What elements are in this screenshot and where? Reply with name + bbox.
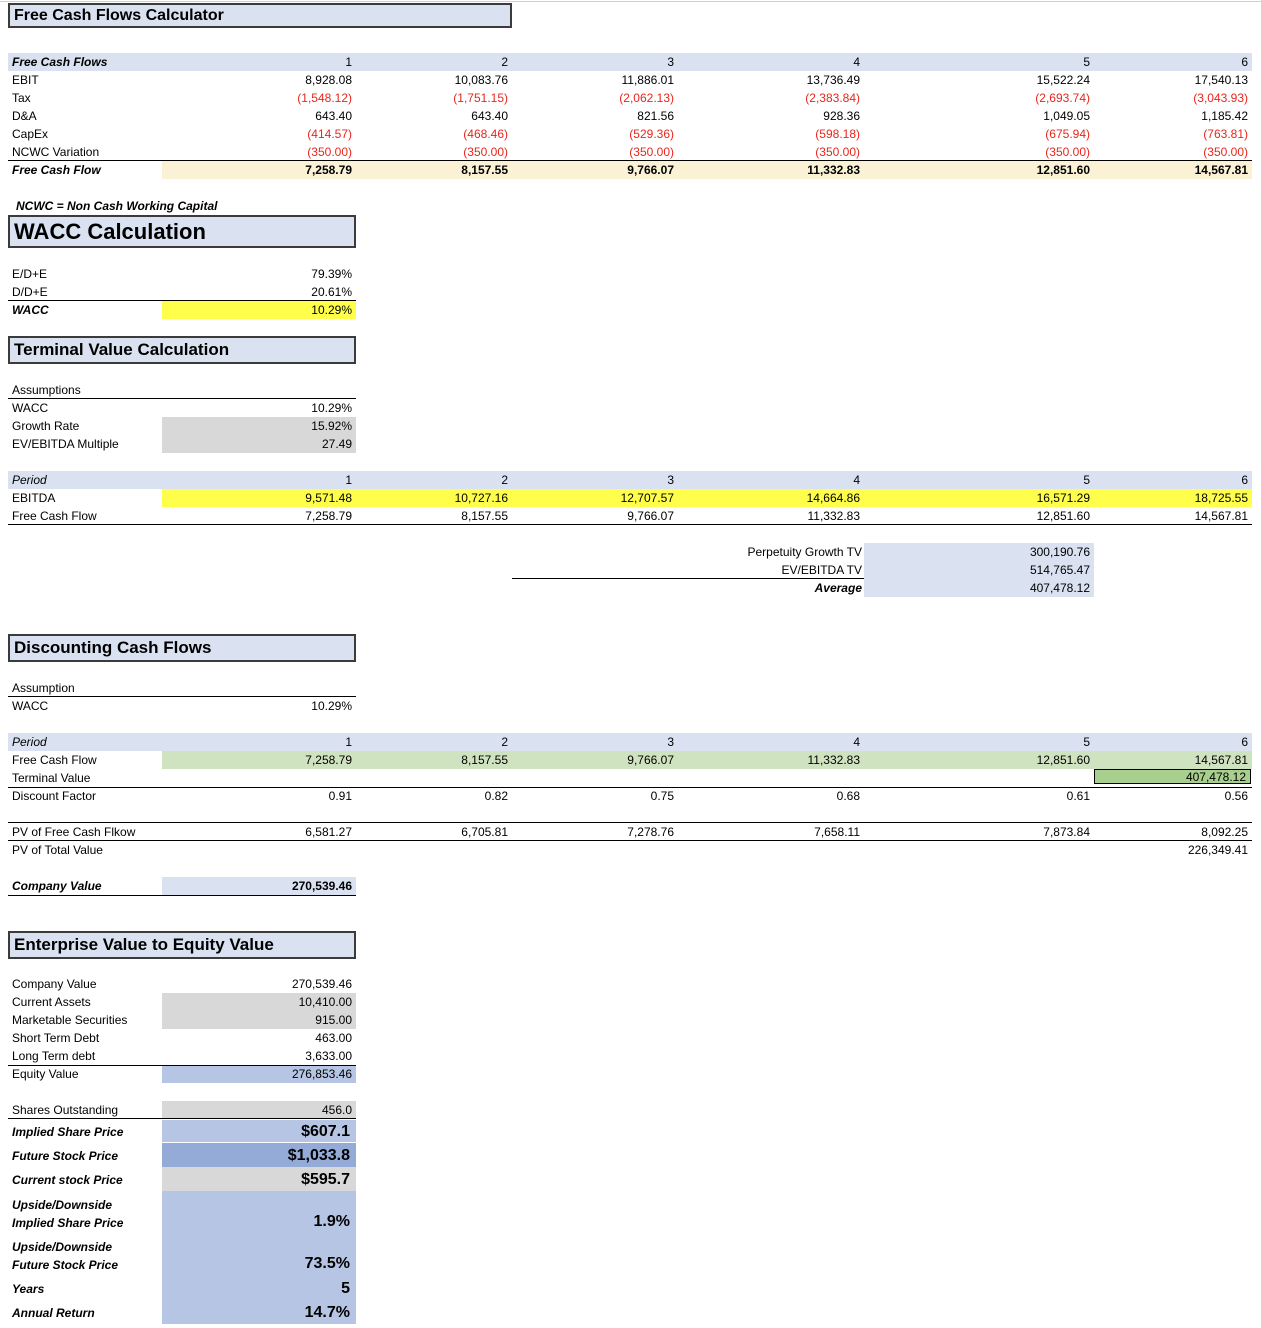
dcf-pv-total-line <box>8 840 1252 841</box>
tv-summary-value[interactable]: 407,478.12 <box>1029 581 1090 595</box>
dcf-fcf-cell[interactable]: 7,258.79 <box>305 753 352 767</box>
tv-ebitda-cell[interactable]: 9,571.48 <box>305 491 352 505</box>
tv-ebitda-cell[interactable]: 18,725.55 <box>1194 491 1248 505</box>
fcf-cell[interactable]: (3,043.93) <box>1193 91 1248 105</box>
dcf-fcf-cell[interactable]: 14,567.81 <box>1194 753 1248 767</box>
tv-period-label: Period <box>12 473 47 487</box>
ev-row-label: Short Term Debt <box>12 1031 100 1045</box>
tv-summary-label: Average <box>814 581 862 595</box>
fcf-cell[interactable]: (763.81) <box>1203 127 1248 141</box>
upside-future-value: 73.5% <box>304 1255 350 1272</box>
implied-price-label: Implied Share Price <box>12 1125 124 1139</box>
tv-assumption-label: Growth Rate <box>12 419 80 433</box>
fcf-row-label: NCWC Variation <box>12 145 100 159</box>
fcf-period-6[interactable]: 6 <box>1241 55 1248 69</box>
dcf-period-label: Period <box>12 735 47 749</box>
dcf-tv-value[interactable]: 407,478.12 <box>1094 769 1251 784</box>
fcf-period-5[interactable]: 5 <box>1083 55 1090 69</box>
ev-row-label: Equity Value <box>12 1067 79 1081</box>
shares-line <box>8 1118 356 1119</box>
wacc-row-label: D/D+E <box>12 285 48 299</box>
tv-summary-line <box>512 578 864 579</box>
dcf-title: Discounting Cash Flows <box>8 634 356 662</box>
fcf-cell[interactable]: (350.00) <box>815 145 860 159</box>
fcf-cell[interactable]: 643.40 <box>471 109 508 123</box>
fcf-cell[interactable]: (468.46) <box>463 127 508 141</box>
annual-return-value: 14.7% <box>304 1304 350 1321</box>
tv-period-1[interactable]: 1 <box>345 473 352 487</box>
tv-assumption-label: EV/EBITDA Multiple <box>12 437 119 451</box>
fcf-cell[interactable]: 10,083.76 <box>454 73 508 87</box>
tv-fcf-label: Free Cash Flow <box>12 509 97 523</box>
tv-summary-label: EV/EBITDA TV <box>781 563 862 577</box>
fcf-cell[interactable]: (1,751.15) <box>453 91 508 105</box>
tv-fcf-cell[interactable]: 14,567.81 <box>1194 509 1248 523</box>
fcf-cell[interactable]: 15,522.24 <box>1036 73 1090 87</box>
wacc-title: WACC Calculation <box>8 215 356 248</box>
tv-ebitda-cell[interactable]: 16,571.29 <box>1036 491 1090 505</box>
fcf-row-label: EBIT <box>12 73 39 87</box>
fcf-total-cell[interactable]: 14,567.81 <box>1194 163 1248 177</box>
tv-fcf-cell[interactable]: 9,766.07 <box>627 509 674 523</box>
future-price-label: Future Stock Price <box>12 1149 119 1163</box>
fcf-total-cell[interactable]: 7,258.79 <box>305 163 352 177</box>
tv-fcf-cell[interactable]: 7,258.79 <box>305 509 352 523</box>
wacc-total-label: WACC <box>12 303 49 317</box>
fcf-total-cell[interactable]: 12,851.60 <box>1036 163 1090 177</box>
dcf-period-4[interactable]: 4 <box>853 735 860 749</box>
tv-ebitda-cell[interactable]: 10,727.16 <box>454 491 508 505</box>
ev-row-label: Current Assets <box>12 995 91 1009</box>
dcf-pv-fcf-label: PV of Free Cash Flkow <box>12 825 136 839</box>
dcf-period-6[interactable]: 6 <box>1241 735 1248 749</box>
tv-assumption-value[interactable]: 27.49 <box>321 437 352 451</box>
dcf-period-2[interactable]: 2 <box>501 735 508 749</box>
dcf-fcf-cell[interactable]: 12,851.60 <box>1036 753 1090 767</box>
ev-row-value[interactable]: 915.00 <box>315 1013 352 1027</box>
dcf-pv-fcf-cell[interactable]: 6,581.27 <box>305 825 352 839</box>
dcf-pv-total-label: PV of Total Value <box>12 843 103 857</box>
tv-assumption-value[interactable]: 15.92% <box>311 419 352 433</box>
implied-price-value: $607.1 <box>301 1123 350 1140</box>
fcf-cell[interactable]: (1,548.12) <box>297 91 352 105</box>
tv-period-6[interactable]: 6 <box>1241 473 1248 487</box>
dcf-assumption-label: Assumption <box>12 681 75 695</box>
fcf-period-3[interactable]: 3 <box>667 55 674 69</box>
ev-row-value[interactable]: 3,633.00 <box>305 1049 352 1063</box>
fcf-total-cell[interactable]: 9,766.07 <box>627 163 674 177</box>
tv-summary-label: Perpetuity Growth TV <box>747 545 862 559</box>
dcf-df-cell[interactable]: 0.82 <box>484 789 508 803</box>
years-value: 5 <box>341 1280 350 1297</box>
fcf-row-label: CapEx <box>12 127 49 141</box>
fcf-cell[interactable]: (350.00) <box>1203 145 1248 159</box>
fcf-cell[interactable]: (350.00) <box>1045 145 1090 159</box>
fcf-cell[interactable]: (598.18) <box>815 127 860 141</box>
tv-assumptions-label: Assumptions <box>12 383 81 397</box>
fcf-cell[interactable]: (350.00) <box>463 145 508 159</box>
fcf-cell[interactable]: 928.36 <box>823 109 860 123</box>
fcf-cell[interactable]: 643.40 <box>315 109 352 123</box>
wacc-row-label: E/D+E <box>12 267 48 281</box>
fcf-cell[interactable]: (2,062.13) <box>619 91 674 105</box>
fcf-cell[interactable]: (2,693.74) <box>1035 91 1090 105</box>
fcf-title: Free Cash Flows Calculator <box>8 3 512 28</box>
dcf-fcf-cell[interactable]: 9,766.07 <box>627 753 674 767</box>
fcf-total-label: Free Cash Flow <box>12 163 101 177</box>
fcf-header-label: Free Cash Flows <box>12 55 108 69</box>
tv-fcf-cell[interactable]: 12,851.60 <box>1036 509 1090 523</box>
wacc-row-value[interactable]: 20.61% <box>311 285 352 299</box>
upside-implied-label1: Upside/Downside <box>12 1198 113 1212</box>
ev-row-value[interactable]: 463.00 <box>315 1031 352 1045</box>
ev-equity-line <box>8 1065 356 1066</box>
fcf-total-cell[interactable]: 8,157.55 <box>461 163 508 177</box>
fcf-cell[interactable]: 1,185.42 <box>1201 109 1248 123</box>
tv-assumption-value[interactable]: 10.29% <box>311 401 352 415</box>
dcf-tv-label: Terminal Value <box>12 771 91 785</box>
tv-period-5[interactable]: 5 <box>1083 473 1090 487</box>
top-border <box>0 1 1261 2</box>
upside-future-label1: Upside/Downside <box>12 1240 113 1254</box>
ev-row-value[interactable]: 276,853.46 <box>291 1067 352 1081</box>
tv-fcf-cell[interactable]: 8,157.55 <box>461 509 508 523</box>
ev-row-value[interactable]: 10,410.00 <box>298 995 352 1009</box>
tv-fcf-line <box>8 524 1252 525</box>
tv-period-4[interactable]: 4 <box>853 473 860 487</box>
annual-return-label: Annual Return <box>12 1306 95 1320</box>
ev-title: Enterprise Value to Equity Value <box>8 931 356 959</box>
tv-fcf-cell[interactable]: 11,332.83 <box>807 509 860 523</box>
company-value-line <box>8 895 356 896</box>
fcf-cell[interactable]: 13,736.49 <box>806 73 860 87</box>
upside-future-label2: Future Stock Price <box>12 1258 119 1272</box>
dcf-pv-fcf-cell[interactable]: 7,278.76 <box>627 825 674 839</box>
fcf-cell[interactable]: 1,049.05 <box>1043 109 1090 123</box>
tv-period-2[interactable]: 2 <box>501 473 508 487</box>
ev-row-label: Company Value <box>12 977 97 991</box>
tv-ebitda-label: EBITDA <box>12 491 56 505</box>
tv-period-3[interactable]: 3 <box>667 473 674 487</box>
fcf-period-2[interactable]: 2 <box>501 55 508 69</box>
fcf-cell[interactable]: (529.36) <box>629 127 674 141</box>
upside-implied-label2: Implied Share Price <box>12 1216 124 1230</box>
dcf-pv-fcf-cell[interactable]: 7,658.11 <box>814 825 860 839</box>
dcf-fcf-label: Free Cash Flow <box>12 753 97 767</box>
ncwc-note: NCWC = Non Cash Working Capital <box>16 199 218 213</box>
fcf-cell[interactable]: (675.94) <box>1045 127 1090 141</box>
dcf-period-3[interactable]: 3 <box>667 735 674 749</box>
dcf-pv-total-value[interactable]: 226,349.41 <box>1187 843 1248 857</box>
dcf-pv-fcf-cell[interactable]: 8,092.25 <box>1201 825 1248 839</box>
shares-label: Shares Outstanding <box>12 1103 119 1117</box>
fcf-cell[interactable]: (350.00) <box>307 145 352 159</box>
company-value-label: Company Value <box>12 879 102 893</box>
tv-assumption-label: WACC <box>12 401 49 415</box>
fcf-cell[interactable]: 821.56 <box>637 109 674 123</box>
fcf-cell[interactable]: 17,540.13 <box>1194 73 1248 87</box>
dcf-wacc-value[interactable]: 10.29% <box>311 699 352 713</box>
ev-row-value[interactable]: 270,539.46 <box>291 977 352 991</box>
fcf-cell[interactable]: 11,886.01 <box>621 73 674 87</box>
fcf-cell[interactable]: (350.00) <box>629 145 674 159</box>
ev-row-label: Marketable Securities <box>12 1013 128 1027</box>
company-value[interactable]: 270,539.46 <box>291 879 352 893</box>
dcf-df-cell[interactable]: 0.61 <box>1066 789 1090 803</box>
current-price-label: Current stock Price <box>12 1173 123 1187</box>
fcf-period-1[interactable]: 1 <box>345 55 352 69</box>
dcf-period-1[interactable]: 1 <box>345 735 352 749</box>
shares-value[interactable]: 456.0 <box>321 1103 352 1117</box>
wacc-total-value[interactable]: 10.29% <box>311 303 352 317</box>
dcf-pv-fcf-cell[interactable]: 7,873.84 <box>1043 825 1090 839</box>
tv-summary-value[interactable]: 300,190.76 <box>1029 545 1090 559</box>
upside-implied-value: 1.9% <box>313 1213 350 1230</box>
tv-ebitda-cell[interactable]: 14,664.86 <box>806 491 860 505</box>
dcf-fcf-cell[interactable]: 11,332.83 <box>807 753 860 767</box>
fcf-cell[interactable]: (2,383.84) <box>805 91 860 105</box>
fcf-row-label: Tax <box>12 91 31 105</box>
tv-ebitda-cell[interactable]: 12,707.57 <box>620 491 674 505</box>
fcf-cell[interactable]: 8,928.08 <box>305 73 352 87</box>
wacc-row-value[interactable]: 79.39% <box>311 267 352 281</box>
dcf-period-5[interactable]: 5 <box>1083 735 1090 749</box>
fcf-cell[interactable]: (414.57) <box>307 127 352 141</box>
future-price-value: $1,033.8 <box>287 1147 350 1164</box>
ev-row-label: Long Term debt <box>12 1049 96 1063</box>
dcf-df-cell[interactable]: 0.56 <box>1224 789 1248 803</box>
dcf-df-cell[interactable]: 0.75 <box>650 789 674 803</box>
dcf-fcf-cell[interactable]: 8,157.55 <box>461 753 508 767</box>
fcf-total-cell[interactable]: 11,332.83 <box>807 163 860 177</box>
dcf-df-cell[interactable]: 0.91 <box>328 789 352 803</box>
dcf-df-cell[interactable]: 0.68 <box>836 789 860 803</box>
dcf-wacc-label: WACC <box>12 699 49 713</box>
tv-title: Terminal Value Calculation <box>8 336 356 364</box>
years-label: Years <box>12 1282 45 1296</box>
fcf-row-label: D&A <box>12 109 37 123</box>
dcf-df-label: Discount Factor <box>12 789 97 803</box>
fcf-period-4[interactable]: 4 <box>853 55 860 69</box>
dcf-pv-fcf-cell[interactable]: 6,705.81 <box>461 825 508 839</box>
current-price-value: $595.7 <box>301 1171 350 1188</box>
tv-summary-value[interactable]: 514,765.47 <box>1029 563 1090 577</box>
